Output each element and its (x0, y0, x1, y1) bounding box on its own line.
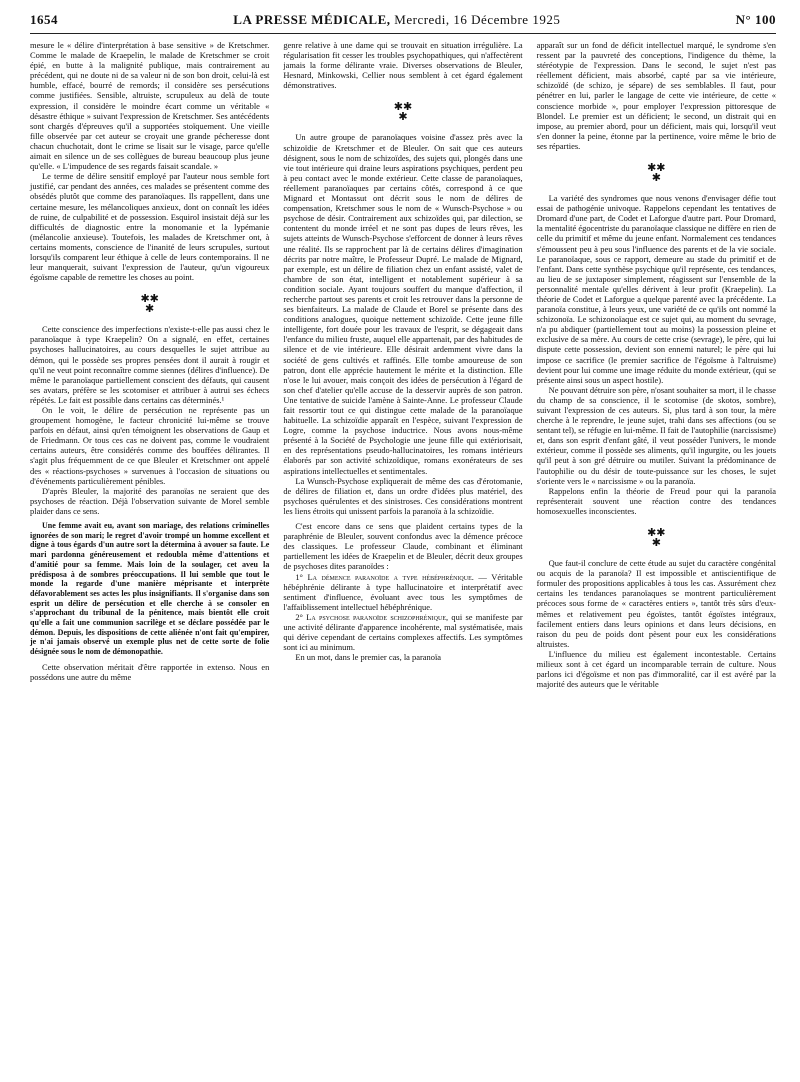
list-item-2-text: qui se manifeste par une activité délirante d'apparence incohérente, mal systématisée, mais qui dérive cependant de certains complexes affectifs. Les symptômes sont ici au minimum. (283, 611, 523, 653)
article-columns (30, 40, 776, 689)
paragraph: D'après Bleuler, la majorité des paranoïas ne seraient que des psychoses de réaction. Déjà l'observation suivante de Morel semble plaider dans ce sens. (30, 485, 270, 516)
issue-number: N° 100 (735, 12, 776, 27)
section-separator-asterism: ✱✱ ✱ (140, 293, 159, 316)
paragraph: apparaît sur un fond de déficit intellectuel marqué, le syndrome s'en ressent par la pauvreté des conceptions, l'indigence du thème, la stéréotypie de l'expression. Dans le second, le sujet n'est pas réellement déficient, mais absorbé, capté par sa vie intérieure, schizoïdé (de schizo, je sépare) de ses semblables. Il faut, pour pénétrer en lui, parler le langage de cette vie intérieure, de cette « conscience morbide », pour employer l'expression pittoresque de Blondel. Le premier est un déficient; le second, un distrait qui en impose, au premier abord, pour un déficient, mais qui, lorsqu'il veut s'en donner la peine, étonne par la pertinence, voire même le brio de ses réparties. (536, 40, 776, 151)
paragraph: Un autre groupe de paranoïaques voisine d'assez près avec la schizoïdie de Kretschmer et de Bleuler. On sait que ces auteurs désignent, sous le nom de schizoïdes, des sujets qui, plongés dans une vie tout intérieure qui draine leurs aspirations psychiques, perdent peu à peu contact avec le monde extérieur. Cette classe de paranoïaques, réellement paranoïaques par certains côtés, correspond à ce que Mignard et Montassut ont décrit sous le nom de délires de compensation, Kretschmer sous le nom de « Wunsch-Psychose » ou psychose de désir. Contrairement aux schizoïdes qui, par dilection, se contentent du monde irréel et ne sont pas dupes de leurs rêves, les sujets atteints de Wunsch-Psychose s'efforcent de donner à leurs rêves une réalité. Ils se rapprochent par là de certains délires d'imagination décrits par notre maître, le Professeur Dupré. Le malade de Mignard, par exemple, est un délire de filiation chez un enfant assisté, valet de chambre de son état, intelligent et notablement supérieur à sa condition sociale. Ayant toujours souffert du manque d'affection, il recherche partout ses parents et croit les retrouver dans la personne de ses bienfaiteurs. La malade de Claude et Borel se présente dans des conditions analogues, quoique nettement schizoïde. Cette jeune fille intelligente, fort douée pour les travaux de l'esprit, se dégageait dans l'enfance du milieu fruste, auquel elle appartenait, par des habitudes de silence et de vie intérieure. Elle désirait ardemment vivre dans la société de gens cultivés et raffinés. Elle tombe amoureuse de son patron, dont elle apprécie hautement le mérite et la distinction. Elle n'ose le lui avouer, mais conçoit des idées de persécution à l'égard de son chef d'atelier qu'elle accuse de la desservir auprès de son patron. Une tentative de suicide l'amène à Sainte-Anne. Le professeur Claude fait ressortir tout ce qui distingue cette malade de la paranoïaque habituelle. La schizoïdie apparaît en l'espèce, suivant l'expression de Logre, comme la psychose inductrice. Nous avons nous-même présenté à la Société de Psychologie une jeune fille qui extériorisait, en des représentations pseudo-hallucinatoires, les romans intérieurs élaborés par son activité schizoïdique, romans exonérateurs de ses aspirations intellectuelles et sentimentales. (283, 132, 523, 476)
list-item-1-heading: 1° La démence paranoïde a type hébéphrénique. (295, 571, 474, 582)
paragraph: Que faut-il conclure de cette étude au sujet du caractère congénital ou acquis de la paranoïa? Il est impossible et antiscientifique de formuler des propositions applicables à tous les cas. Assurément chez certains les tendances paranoïaques se montrent particulièrement précoces sous forme de « caractères entiers », tantôt très sûrs d'eux-mêmes et relativement peu égoïstes, tantôt égoïstes intégraux, facilement entiers dans leurs opinions et dans leurs décisions, en raison du peu de poids dont pèsent pour eux les considérations altruistes. (536, 558, 776, 649)
journal-title (233, 12, 560, 28)
section-separator-asterism: ✱✱ ✱ (647, 527, 666, 550)
paragraph: Cette conscience des imperfections n'existe-t-elle pas aussi chez le paranoïaque à type Kraepelin? On a signalé, en effet, certaines psychoses hallucinatoires, au cours desquelles le sujet attribue au démon, qui le possède ses propres pensées dont il aurait à rougir et qu'il ne veut point reconnaître comme siennes (délires d'influence). De même le paranoïaque partiellement conscient des défauts, qui causent ses avatars, préfère se les scotomiser et attribuer à autrui ses échecs répétés. Le fait est possible dans certains cas déterminés.¹ (30, 324, 270, 405)
page-number: 1654 (30, 12, 58, 27)
paragraph: La variété des syndromes que nous venons d'envisager défie tout essai de pathogénie univoque. Rappelons cependant les tentatives de Dromard d'une part, de Codet et Laforgue d'autre part. Pour Dromard, la mentalité égocentriste du paranoïaque classique ne diffère en rien de celle du primitif et même du jeune enfant. Normalement ces tendances s'émoussent peu à peu sous l'influence des parents et de la vie sociale. Le paranoïaque, sous ce rapport, demeure au stade du primitif et de l'enfant. Dans cette synthèse psychique qu'il représente, ces tendances, au lieu de se juxtaposer simplement, réagissent sur l'ensemble de la personnalité mentale qu'elles dérivent à leur profit (Kraepelin). La théorie de Codet et Laforgue a quelque parenté avec la précédente. La paranoïa constitue, à leurs yeux, une variété de ce qu'ils ont nommé la schizonoïa. Le schizonoïaque est ce sujet qui, au moment du sevrage, n'a pu abdiquer (partiellement tout au moins) la possession pleine et exclusive de sa mère. Au cours de cette crise (sevrage), le père, qui lui dispute cette possession, devient son ennemi naturel; le père qui lui impose ce sacrifice (le premier sacrifice de l'égoïsme à l'altruisme) devient pour lui comme une image réduite du monde extérieur, (qui se présente ainsi sous un aspect hostile). (536, 193, 776, 385)
section-separator-asterism: ✱✱ ✱ (647, 162, 666, 185)
list-item-2 (283, 612, 522, 652)
list-item-1-text: — Véritable hébéphrénie délirante à type hallucinatoire et interprétatif avec sentiment d'influence, évoluant avec tous les symptômes de l'affaiblissement intellectuel hébéphrénique. (283, 571, 523, 612)
page-header (30, 12, 776, 34)
section-separator-asterism: ✱✱ ✱ (393, 101, 413, 124)
paragraph: C'est encore dans ce sens que plaident certains types de la paraphrénie de Bleuler, souvent confondus avec la démence précoce des classiques. Le professeur Claude, combinant et éliminant partiellement les idées de Kraepelin et de Bleuler, décrit deux groupes de psychoses dites paranoïdes : (283, 521, 523, 572)
list-item-1 (283, 572, 522, 612)
paragraph: mesure le « délire d'interprétation à base sensitive » de Kretschmer. Comme le malade de Kraepelin, le malade de Kretschmer se croit épié, en butte à la malignité publique, mais contrairement au précédent, qui ne doute ni de sa valeur ni de son bon droit, celui-là est humble, effacé, bourré de remords; il considère ses persécutions comme justifiées. Sensible, altruiste, scrupuleux au delà de toute expression, il considère le moindre écart comme un véritable « désastre éthique » suivant l'expression de Kretschmer. Ses antécédents sont chargés d'épreuves qu'il a supportées stoïquement. Une vieille fille observée par cet auteur se croyait une grande pécheresse dont chacun chuchotait, dont le crime se lisait sur le visage, parce qu'elle aimait en silence un de ses collègues de bureau beaucoup plus jeune qu'elle. « L'impudence de ses regards faisait scandale. » (30, 40, 270, 172)
column-1 (30, 40, 269, 689)
paragraph: Rappelons enfin la théorie de Freud pour qui la paranoïa représenterait souvent une réaction contre des tendances homosexuelles inconscientes. (536, 485, 776, 516)
paragraph: La Wunsch-Psychose expliquerait de même des cas d'érotomanie, de délires de filiation et, dans un ordre d'idées plus matériel, des psychoses quérulentes et des sinistroses. Ces considérations montrent les liens étroits qui unissent parfois la paranoïa à la schizoïdie. (283, 475, 523, 516)
paragraph: Le terme de délire sensitif employé par l'auteur nous semble fort justifié, car pendant des années, ces malades se présentent comme des obsédés plutôt que comme des paranoïaques. Ils rappellent, dans une certaine mesure, les mélancoliques anxieux, dont on connaît les idées de ruine, de culpabilité et de possession. Esquirol insistait déjà sur les difficultés de diagnostic entre la monomanie et la lypémanie (mélancolie anxieuse). Toutefois, les malades de Kretschmer ont, à certains moments, conscience de l'inanité de leurs scrupules, surtout lorsqu'ils comparent leur éthique à celle de leurs contemporains. Il ne leur manquerait, suivant l'expression de l'auteur, qu'un vigoureux égoïsme capable de remettre les choses au point. (30, 171, 270, 283)
list-item-2-heading: 2° La psychose paranoïde schizophrénique, (295, 611, 449, 622)
paragraph: Cette observation méritait d'être rapportée in extenso. Nous en possédons une autre du même (30, 661, 270, 682)
journal-name: LA PRESSE MÉDICALE, (233, 12, 391, 27)
paragraph: En un mot, dans le premier cas, la paranoïa (295, 652, 442, 663)
column-3 (537, 40, 776, 689)
quoted-observation: Une femme avait eu, avant son mariage, des relations criminelles ignorées de son mari; le regret d'avoir trompé un homme excellent et digne à tous égards d'un autre sort la détermina à avouer sa faute. Le mari pardonna généreusement et redoubla même d'attentions et d'amitié pour sa femme. Mais loin de la soulager, cet aveu la prédisposa à de sombres préoccupations. Il lui semble que tout le monde la regarde d'une manière méprisante et interprète défavorablement ses actes les plus insignifiants. Il s'organise dans son esprit un délire de persécution et elle cherche à se consoler en s'approchant du tribunal de la pénitence, mais bientôt elle croit qu'elle a fait une communion sacrilège et se déclare possédée par le démon. Depuis, les dispositions de cette aliénée n'ont fait qu'empirer, je n'ai jamais observé un exemple plus net de cette sorte de folie désignée sous le nom de démonopathie. (30, 521, 270, 657)
paragraph: L'influence du milieu est également incontestable. Certains milieux sont à cet égard un incomparable terrain de culture. Nous parlons ici d'égoïsme et non pas d'immoralité, car il est avéré par la majorité des auteurs que le véritable (536, 648, 776, 690)
issue-date: Mercredi, 16 Décembre 1925 (394, 12, 561, 27)
paragraph: Ne pouvant détruire son père, n'osant souhaiter sa mort, il le chasse du champ de sa conscience, il le scotomise (de skotos, sombre), suivant l'expression de ces auteurs. Si, plus tard à son tour, la mère cherche à le reprendre, le jeune sujet, trahi dans ses affections (ou se sentant tel), se réfugie en lui-même. Il fait de l'autophilie (narcissisme) et, dans son esprit d'enfant gâté, il veut posséder l'univers, le monde extérieur, comme il possède ses aliments, qu'il ingurgite, ou les jouets qu'il peut à son gré détruire ou mutiler. Suivant la prédominance de l'autophilie ou du désir de toute-puissance sur les choses, le sujet s'oriente vers le « narcissisme » ou la paranoïa. (536, 384, 776, 486)
paragraph: On le voit, le délire de persécution ne représente pas un groupement homogène, le facteur chronicité lui-même se trouve parfois en défaut, ainsi qu'en témoignent les observations de Gaup et de Friedmann. Or tous ces cas ne doivent pas, comme le voudraient certains auteurs, être considérés comme des bouffées délirantes. Il s'agit plus fréquemment de ce que Bleuler et Kretschmer ont appelé des « réactions-psychoses » survenues à l'occasion de situations ou d'événements particulièrement pénibles. (30, 405, 270, 486)
column-2 (283, 40, 522, 689)
paragraph: genre relative à une dame qui se trouvait en situation irrégulière. La régularisation fit cesser les troubles psychopathiques, qui n'affectèrent jamais la forme délirante vraie. Diverses observations de Bleuler, Hesnard, Minkowski, Cellier nous semblent à cet égard également démonstratives. (283, 40, 523, 91)
